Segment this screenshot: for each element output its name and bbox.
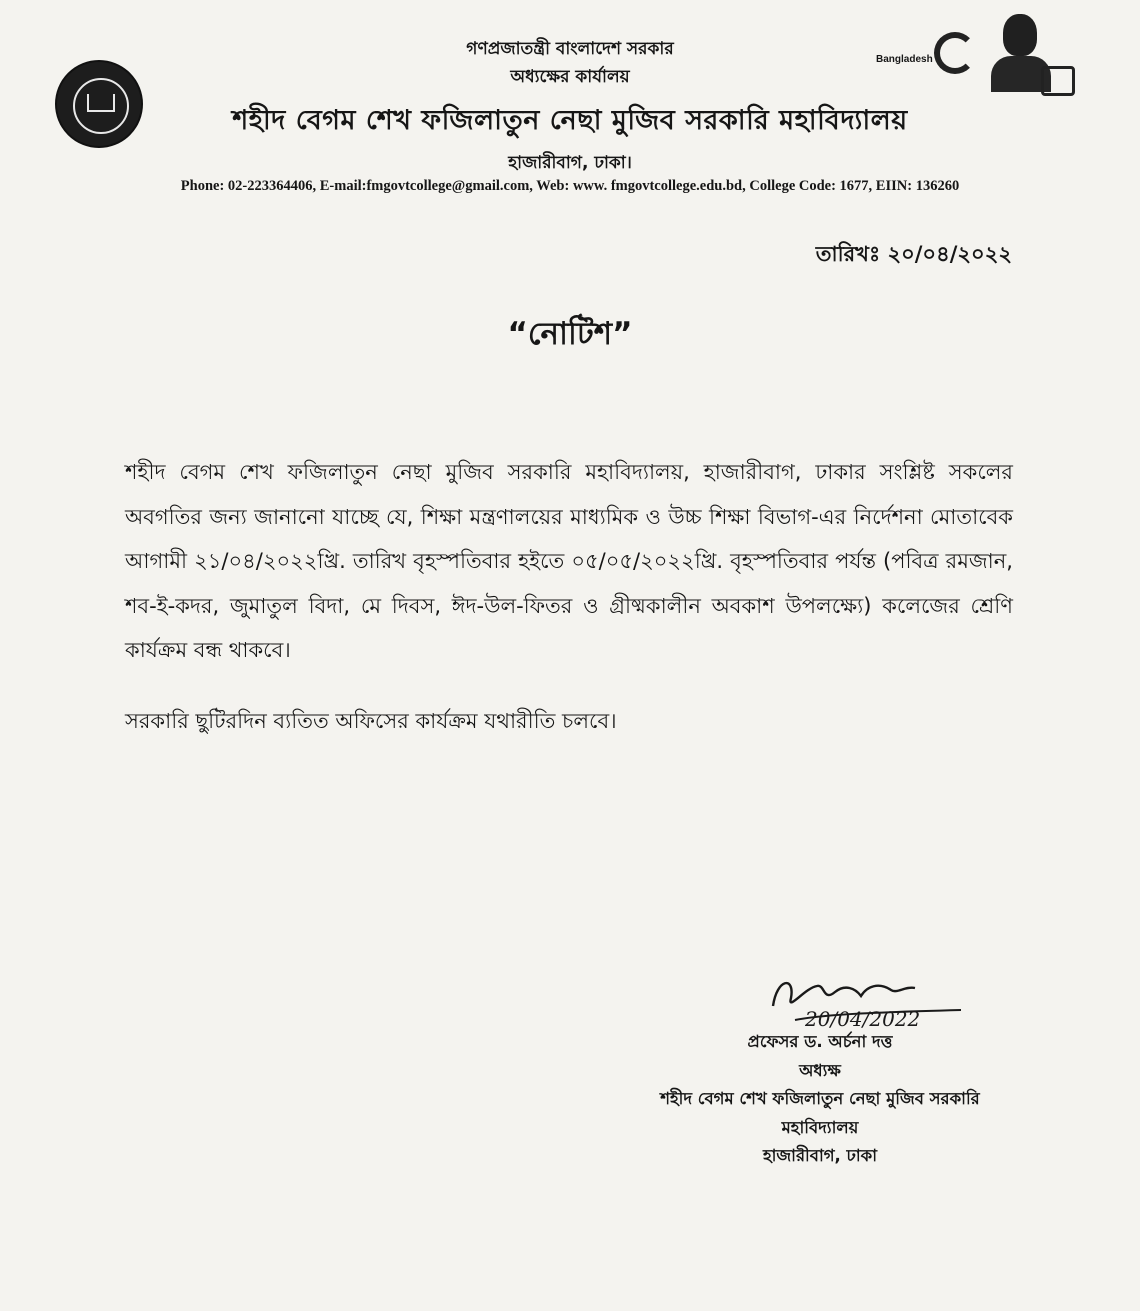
college-address: হাজারীবাগ, ঢাকা। [508,153,632,173]
notice-title: “নোটিশ” [507,316,633,352]
bangladesh-50-logo [876,20,968,78]
signatory-college-line-2: মহাবিদ্যালয় [781,1117,859,1137]
notice-date: তারিখঃ ২০/০৪/২০২২ [815,242,1012,266]
mujib-portrait-logo [985,14,1071,94]
signatory-college-line-1: শহীদ বেগম শেখ ফজিলাতুন নেছা মুজিব সরকারি [660,1089,980,1108]
signature-date: 20/04/2022 [805,1007,921,1028]
signatory-block [560,1028,1080,1171]
office-line: অধ্যক্ষের কার্যালয় [510,67,630,87]
college-name: শহীদ বেগম শেখ ফজিলাতুন নেছা মুজিব সরকারি মহাবিদ্যালয় [232,105,908,136]
mujib-borsho-mark-icon [1041,66,1075,96]
logo-text: Bangladesh [876,54,933,65]
signature-icon [765,968,965,1028]
signatory-designation: অধ্যক্ষ [799,1060,841,1080]
portrait-head-icon [1003,14,1037,56]
jubilee-ring-icon [934,32,976,74]
signatory-location: হাজারীবাগ, ঢাকা [762,1146,878,1165]
notice-paragraph-1: শহীদ বেগম শেখ ফজিলাতুন নেছা মুজিব সরকারি মহাবিদ্যালয়, হাজারীবাগ, ঢাকার সংশ্লিষ্ট সকলের অবগতির জন্য জানানো যাচ্ছে যে, শিক্ষা মন্ত্রণালয়ের মাধ্যমিক ও উচ্চ শিক্ষা বিভাগ-এর নির্দেশনা মোতাবেক আগামী ২১/০৪/২০২২খ্রি. তারিখ বৃহস্পতিবার হইতে ০৫/০৫/২০২২খ্রি. বৃহস্পতিবার পর্যন্ত (পবিত্র রমজান, শব-ই-কদর, জুমাতুল বিদা, মে দিবস, ঈদ-উল-ফিতর ও গ্রীষ্মকালীন অবকাশ উপলক্ষ্যে) কলেজের শ্রেণি কার্যক্রম বন্ধ থাকবে। [125,460,1013,662]
notice-paragraph-2: সরকারি ছুটিরদিন ব্যতিত অফিসের কার্যক্রম যথারীতি চলবে। [125,708,617,733]
notice-body [125,450,1013,743]
signatory-name: প্রফেসর ড. অর্চনা দত্ত [747,1032,893,1051]
government-line: গণপ্রজাতন্ত্রী বাংলাদেশ সরকার [466,39,674,59]
contact-line: Phone: 02-223364406, E-mail:fmgovtcollege@gmail.com, Web: www. fmgovtcollege.edu.bd, College Code: 1677, EIIN: 136260 [180,178,960,194]
